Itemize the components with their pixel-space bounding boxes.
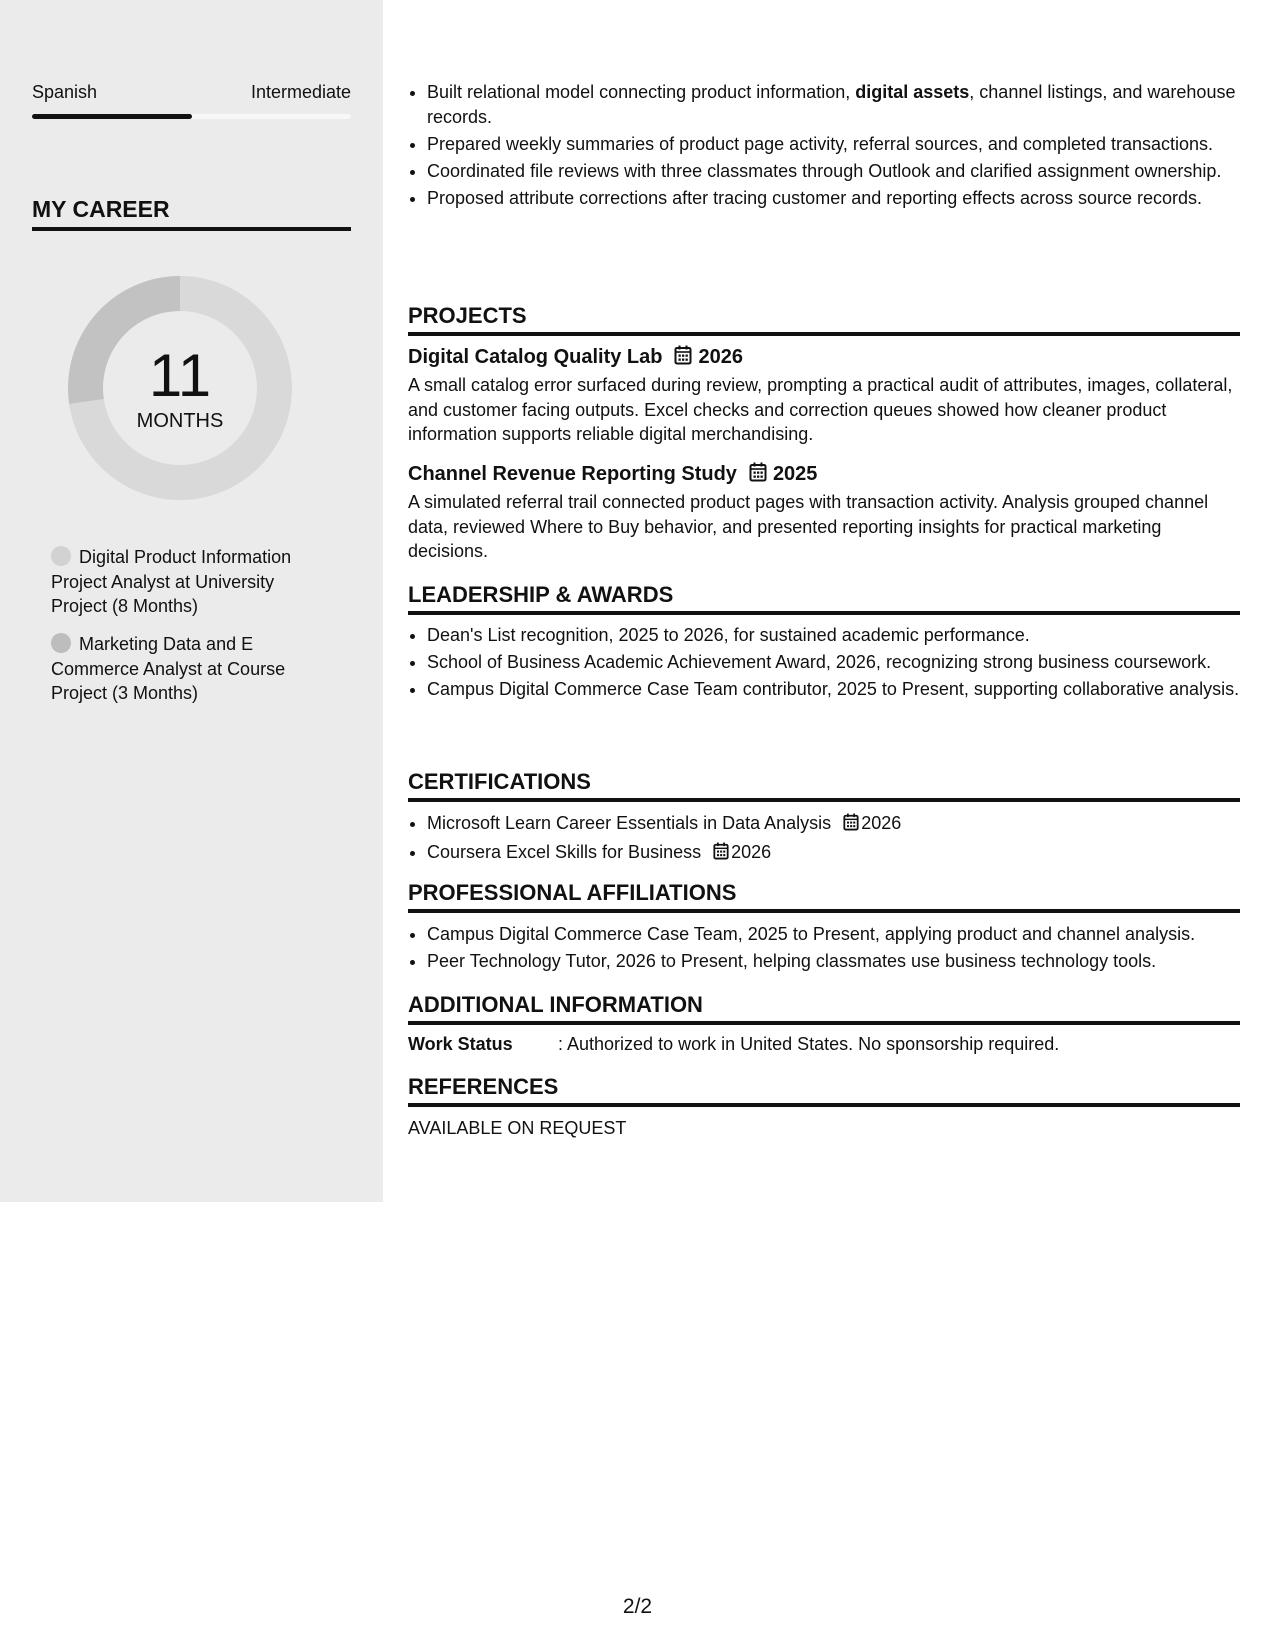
work-status-row (408, 1034, 1059, 1055)
career-heading: MY CAREER (32, 196, 351, 231)
career-legend-item (51, 545, 321, 619)
language-level: Intermediate (250, 82, 351, 102)
calendar-icon (843, 813, 859, 838)
project-title-row (408, 345, 743, 371)
project-title-row (408, 462, 817, 488)
additional-info-heading: ADDITIONAL INFORMATION (408, 992, 1240, 1025)
work-status-value: : Authorized to work in United States. No sponsorship required. (558, 1034, 1060, 1054)
bullet-text: , channel listings, and warehouse records. (427, 82, 1236, 127)
project-title: Digital Catalog Quality Lab (408, 346, 663, 368)
career-total-value: 11 (148, 342, 212, 409)
project-year: 2026 (698, 346, 743, 368)
project-year: 2025 (772, 463, 818, 485)
project-description: A simulated referral trail connected product pages with transaction activity. Analysis grouped channel data, reviewed Where to Buy behavior, and presented reporting insights for practical marketing decisions. (408, 492, 1209, 561)
experience-bullet (427, 80, 1259, 129)
sidebar (0, 0, 383, 1202)
language-name: Spanish (32, 82, 98, 102)
calendar-icon (674, 345, 692, 371)
calendar-icon (749, 462, 767, 488)
certifications-list (408, 811, 1259, 869)
language-proficiency-bar (32, 114, 351, 119)
leadership-item: • School of Business Academic Achievement Award, 2026, recognizing strong business coursework. (427, 650, 1259, 675)
project-title: Channel Revenue Reporting Study (408, 463, 737, 485)
leadership-item: • Campus Digital Commerce Case Team contributor, 2025 to Present, supporting collaborative analysis. (427, 677, 1259, 702)
leadership-item: • Dean's List recognition, 2025 to 2026, for sustained academic performance. (427, 623, 1259, 648)
career-legend-label: Marketing Data and E Commerce Analyst at Course Project (3 Months) (51, 634, 286, 703)
affiliations-heading: PROFESSIONAL AFFILIATIONS (408, 880, 1240, 913)
experience-bullet: • Proposed attribute corrections after tracing customer and reporting effects across source records. (427, 186, 1259, 211)
career-donut-chart (66, 274, 294, 502)
legend-dot (51, 633, 71, 653)
leadership-list (408, 623, 1259, 704)
affiliation-item: • Campus Digital Commerce Case Team, 2025 to Present, applying product and channel analysis. (427, 922, 1259, 947)
experience-bullet-list (408, 80, 1259, 213)
project-description: A small catalog error surfaced during review, prompting a practical audit of attributes, images, collateral, and customer facing outputs. Excel checks and correction queues showed how cleaner product information supports reliable digital merchandising. (408, 375, 1233, 444)
bullet-text: Built relational model connecting product information, (427, 82, 856, 102)
bullet-bold-text: digital assets (855, 82, 970, 102)
affiliation-item: • Peer Technology Tutor, 2026 to Present, helping classmates use business technology tools. (427, 949, 1259, 974)
calendar-icon (713, 842, 729, 867)
certification-year: 2026 (861, 813, 902, 833)
page-number: 2/2 (622, 1595, 653, 1618)
certification-item (427, 811, 1259, 838)
references-heading: REFERENCES (408, 1074, 1240, 1107)
certification-name: Coursera Excel Skills for Business (427, 842, 702, 862)
projects-heading: PROJECTS (408, 303, 1240, 336)
career-total-unit: MONTHS (136, 410, 224, 432)
leadership-heading: LEADERSHIP & AWARDS (408, 582, 1240, 615)
references-text: AVAILABLE ON REQUEST (408, 1118, 627, 1138)
certification-item (427, 840, 1259, 867)
certification-year: 2026 (731, 842, 772, 862)
experience-bullet: • Coordinated file reviews with three classmates through Outlook and clarified assignment ownership. (427, 159, 1259, 184)
affiliations-list (408, 922, 1259, 976)
certifications-heading: CERTIFICATIONS (408, 769, 1240, 802)
legend-dot (51, 546, 71, 566)
certification-name: Microsoft Learn Career Essentials in Data Analysis (427, 813, 832, 833)
experience-bullet: • Prepared weekly summaries of product page activity, referral sources, and completed transactions. (427, 132, 1259, 157)
work-status-label: Work Status (408, 1034, 513, 1054)
career-legend-label: Digital Product Information Project Analyst at University Project (8 Months) (51, 547, 292, 616)
language-proficiency-fill (32, 114, 192, 119)
career-legend-item (51, 632, 321, 706)
